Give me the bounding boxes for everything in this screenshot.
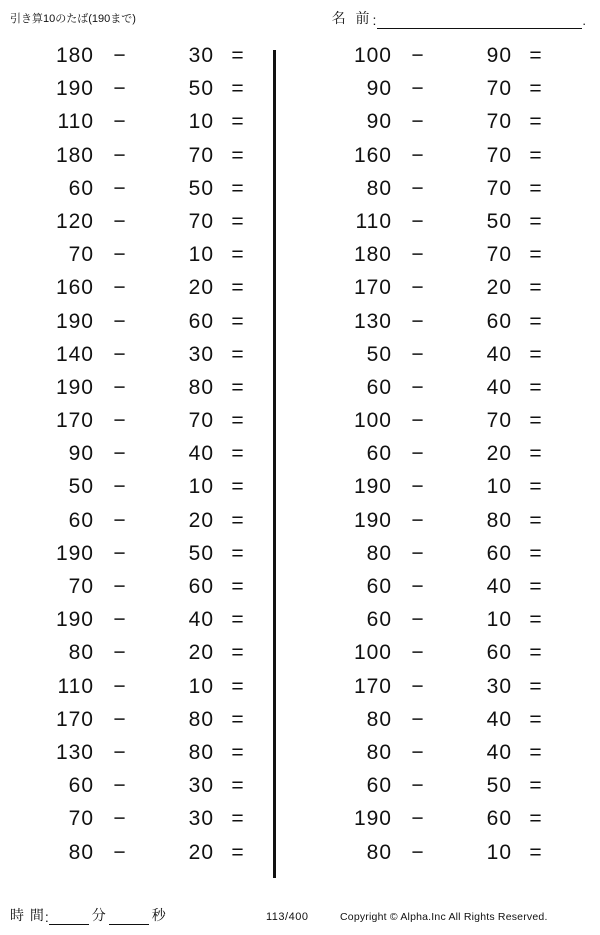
problem-row [300,177,568,210]
equals-sign: = [529,77,543,101]
minuend: 170 [55,707,94,731]
minus-operator: − [411,110,425,134]
equals-sign: = [529,143,543,167]
minus-operator: − [411,44,425,67]
equals-sign: = [231,575,245,598]
minus-operator: − [411,608,425,632]
minuend: 80 [366,740,392,764]
subtrahend: 60 [486,641,512,665]
problem-row [2,774,270,807]
column-divider [273,50,276,878]
minus-operator: − [113,541,127,565]
minuend: 160 [55,276,94,300]
minus-operator: − [113,44,127,67]
minus-operator: − [411,176,425,200]
seconds-input-line[interactable] [109,908,149,925]
minus-operator: − [411,774,425,798]
equals-sign: = [529,575,543,598]
subtrahend: 70 [486,243,512,267]
subtrahend: 10 [486,840,512,864]
minuend: 90 [366,110,392,134]
subtrahend: 40 [486,740,512,764]
problem-row [2,276,270,309]
minuend: 190 [353,475,392,499]
subtrahend: 70 [486,409,512,433]
problem-row [300,542,568,575]
time-label: 時 間 [10,907,45,923]
problem-row [300,243,568,276]
minus-operator: − [411,276,425,300]
minus-operator: − [113,110,127,134]
minuend: 80 [366,176,392,200]
minus-operator: − [113,641,127,665]
equals-sign: = [231,541,245,565]
minuend: 110 [57,674,94,698]
problem-row [300,110,568,143]
equals-sign: = [529,608,543,632]
problem-row [300,210,568,243]
minuend: 70 [68,575,94,598]
minus-operator: − [113,243,127,267]
minuend: 60 [68,508,94,532]
right-column [300,44,568,874]
problem-row [2,243,270,276]
equals-sign: = [231,375,245,399]
subtrahend: 70 [486,77,512,101]
seconds-unit-label: 秒 [151,907,166,923]
page-footer [0,897,600,927]
minus-operator: − [113,276,127,300]
minuend: 110 [57,110,94,134]
minuend: 170 [353,674,392,698]
minuend: 190 [55,608,94,632]
subtrahend: 40 [486,375,512,399]
equals-sign: = [231,409,245,433]
minus-operator: − [411,508,425,532]
problem-row [2,608,270,641]
time-colon: : [44,909,49,925]
equals-sign: = [231,641,245,665]
minus-operator: − [113,575,127,598]
problem-row [2,144,270,177]
minuend: 90 [366,77,392,101]
name-field-group [332,8,586,29]
problem-row [300,310,568,343]
subtrahend: 20 [486,442,512,466]
equals-sign: = [231,740,245,764]
name-input-line[interactable] [377,11,582,29]
problem-row [2,708,270,741]
problem-row [2,409,270,442]
subtrahend: 70 [486,176,512,200]
minuend: 190 [353,508,392,532]
minus-operator: − [113,475,127,499]
minuend: 70 [68,807,94,831]
problem-row [2,310,270,343]
subtrahend: 70 [486,110,512,134]
minus-operator: − [411,442,425,466]
minuend: 130 [353,309,392,333]
minus-operator: − [411,143,425,167]
minuend: 60 [366,608,392,632]
subtrahend: 60 [486,541,512,565]
problem-row [300,675,568,708]
equals-sign: = [529,309,543,333]
minus-operator: − [113,309,127,333]
minus-operator: − [113,77,127,101]
equals-sign: = [231,674,245,698]
problem-row [300,442,568,475]
minus-operator: − [411,840,425,864]
subtrahend: 30 [188,807,214,831]
subtrahend: 20 [188,840,214,864]
problem-row [300,144,568,177]
left-column [2,44,270,874]
name-end-dot: . [582,13,586,28]
subtrahend: 10 [486,475,512,499]
minuend: 90 [68,442,94,466]
minus-operator: − [113,176,127,200]
minus-operator: − [113,143,127,167]
minus-operator: − [411,475,425,499]
equals-sign: = [231,110,245,134]
equals-sign: = [529,641,543,665]
minuend: 180 [353,243,392,267]
minuend: 50 [366,342,392,366]
problem-row [2,177,270,210]
equals-sign: = [231,209,245,233]
subtrahend: 20 [188,276,214,300]
problem-row [2,509,270,542]
subtrahend: 10 [486,608,512,632]
problem-row [300,708,568,741]
problem-row [2,475,270,508]
subtrahend: 80 [188,707,214,731]
subtrahend: 60 [486,309,512,333]
time-field-group [10,905,169,925]
problem-row [300,741,568,774]
subtrahend: 70 [188,143,214,167]
minuend: 60 [366,774,392,798]
subtrahend: 70 [188,209,214,233]
minus-operator: − [411,575,425,598]
equals-sign: = [231,44,245,67]
subtrahend: 40 [188,442,214,466]
problem-row [2,741,270,774]
subtrahend: 90 [486,44,512,67]
subtrahend: 60 [188,309,214,333]
minus-operator: − [113,707,127,731]
equals-sign: = [529,243,543,267]
subtrahend: 10 [188,110,214,134]
minuend: 70 [68,243,94,267]
equals-sign: = [529,409,543,433]
minus-operator: − [411,243,425,267]
problem-row [300,575,568,608]
subtrahend: 50 [188,176,214,200]
minuend: 50 [68,475,94,499]
minus-operator: − [411,342,425,366]
problem-row [300,376,568,409]
subtrahend: 50 [188,541,214,565]
subtrahend: 50 [188,77,214,101]
subtrahend: 30 [188,44,214,67]
problem-row [2,44,270,77]
equals-sign: = [231,276,245,300]
minus-operator: − [113,608,127,632]
minuend: 180 [55,44,94,67]
minuend: 140 [55,342,94,366]
minuend: 100 [353,44,392,67]
minuend: 60 [366,442,392,466]
equals-sign: = [529,442,543,466]
minus-operator: − [113,674,127,698]
minuend: 60 [366,375,392,399]
problem-row [2,343,270,376]
subtrahend: 30 [188,342,214,366]
problem-row [2,575,270,608]
subtrahend: 60 [188,575,214,598]
subtrahend: 70 [188,409,214,433]
minuend: 110 [355,209,392,233]
subtrahend: 10 [188,674,214,698]
equals-sign: = [529,807,543,831]
equals-sign: = [231,77,245,101]
subtrahend: 70 [486,143,512,167]
minus-operator: − [411,77,425,101]
page-header [0,8,600,34]
equals-sign: = [231,707,245,731]
subtrahend: 20 [188,508,214,532]
subtrahend: 30 [188,774,214,798]
problem-row [300,77,568,110]
equals-sign: = [231,342,245,366]
minus-operator: − [113,508,127,532]
subtrahend: 20 [486,276,512,300]
equals-sign: = [529,110,543,134]
minuend: 100 [353,641,392,665]
problem-row [2,675,270,708]
minus-operator: − [411,209,425,233]
minuend: 80 [366,541,392,565]
minus-operator: − [113,375,127,399]
minus-operator: − [113,442,127,466]
equals-sign: = [529,176,543,200]
equals-sign: = [529,840,543,864]
equals-sign: = [231,243,245,267]
minuend: 130 [55,740,94,764]
name-label: 名 前 [331,10,373,26]
equals-sign: = [231,176,245,200]
equals-sign: = [529,209,543,233]
equals-sign: = [529,475,543,499]
equals-sign: = [231,143,245,167]
minus-operator: − [113,342,127,366]
equals-sign: = [529,276,543,300]
minus-operator: − [411,807,425,831]
subtrahend: 40 [188,608,214,632]
subtrahend: 40 [486,707,512,731]
equals-sign: = [231,309,245,333]
minuend: 60 [366,575,392,598]
problem-row [2,210,270,243]
copyright-notice: Copyright © Alpha.Inc All Rights Reserved. [340,911,548,923]
page-title: 引き算10のたば(190まで) [10,13,136,25]
problem-row [2,376,270,409]
equals-sign: = [231,608,245,632]
problem-row [300,841,568,874]
equals-sign: = [529,707,543,731]
minuend: 170 [55,409,94,433]
equals-sign: = [231,475,245,499]
problem-row [2,641,270,674]
equals-sign: = [231,442,245,466]
problem-row [2,807,270,840]
minus-operator: − [113,807,127,831]
minus-operator: − [411,740,425,764]
subtrahend: 80 [188,740,214,764]
minus-operator: − [411,707,425,731]
equals-sign: = [231,840,245,864]
equals-sign: = [529,541,543,565]
equals-sign: = [529,375,543,399]
equals-sign: = [529,774,543,798]
minus-operator: − [113,209,127,233]
equals-sign: = [529,740,543,764]
equals-sign: = [529,342,543,366]
equals-sign: = [529,674,543,698]
minus-operator: − [411,309,425,333]
equals-sign: = [231,807,245,831]
minus-operator: − [113,740,127,764]
subtrahend: 40 [486,575,512,598]
minuend: 190 [55,309,94,333]
subtrahend: 60 [486,807,512,831]
problem-row [300,641,568,674]
name-colon: : [372,12,377,28]
subtrahend: 20 [188,641,214,665]
minutes-unit-label: 分 [91,907,106,923]
problem-row [300,475,568,508]
minuend: 170 [353,276,392,300]
minus-operator: − [411,409,425,433]
page-number: 113/400 [266,911,309,923]
equals-sign: = [231,508,245,532]
minuend: 120 [55,209,94,233]
subtrahend: 80 [486,508,512,532]
minus-operator: − [411,375,425,399]
problem-row [2,442,270,475]
minus-operator: − [113,774,127,798]
minuend: 190 [55,375,94,399]
problem-row [300,807,568,840]
minuend: 180 [55,143,94,167]
problem-row [2,77,270,110]
minuend: 190 [55,541,94,565]
minuend: 160 [353,143,392,167]
minus-operator: − [113,840,127,864]
minuend: 190 [353,807,392,831]
minus-operator: − [113,409,127,433]
minuend: 80 [68,840,94,864]
subtrahend: 50 [486,209,512,233]
minuend: 60 [68,774,94,798]
problem-row [300,343,568,376]
minus-operator: − [411,674,425,698]
subtrahend: 10 [188,243,214,267]
problem-row [300,44,568,77]
equals-sign: = [231,774,245,798]
minus-operator: − [411,541,425,565]
subtrahend: 10 [188,475,214,499]
problem-row [300,774,568,807]
subtrahend: 50 [486,774,512,798]
minuend: 80 [366,707,392,731]
problem-row [2,110,270,143]
minuend: 100 [353,409,392,433]
problem-row [300,608,568,641]
subtrahend: 30 [486,674,512,698]
equals-sign: = [529,44,543,67]
minutes-input-line[interactable] [49,908,89,925]
problem-grid [0,44,600,884]
minuend: 80 [366,840,392,864]
problem-row [2,542,270,575]
equals-sign: = [529,508,543,532]
minuend: 190 [55,77,94,101]
problem-row [300,409,568,442]
problem-row [2,841,270,874]
subtrahend: 40 [486,342,512,366]
problem-row [300,276,568,309]
subtrahend: 80 [188,375,214,399]
minuend: 60 [68,176,94,200]
minuend: 80 [68,641,94,665]
problem-row [300,509,568,542]
minus-operator: − [411,641,425,665]
